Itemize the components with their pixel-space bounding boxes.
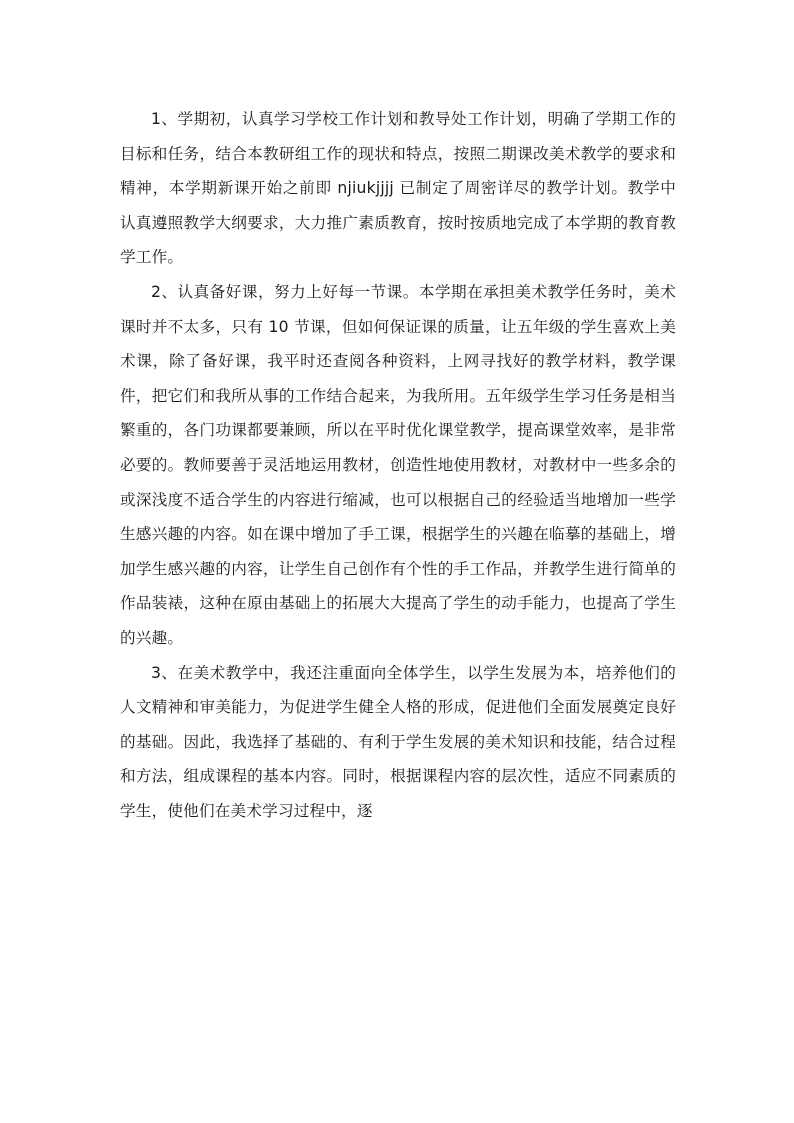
paragraph-1: 1、学期初，认真学习学校工作计划和教导处工作计划，明确了学期工作的目标和任务，结合本教研组工作的现状和特点，按照二期课改美术教学的要求和精神，本学期新课开始之前即 njiukjjjj 已制定了周密详尽的教学计划。教学中认真遵照教学大纲要求，大力推广素质教育，按时按质地完成了本学期的教育教学工作。 [120, 110, 676, 267]
paragraph-3: 3、在美术教学中，我还注重面向全体学生，以学生发展为本，培养他们的人文精神和审美能力，为促进学生健全人格的形成，促进他们全面发展奠定良好的基础。因此，我选择了基础的、有利于学生发展的美术知识和技能，结合过程和方法，组成课程的基本内容。同时，根据课程内容的层次性，适应不同素质的学生，使他们在美术学习过程中，逐 [120, 663, 676, 820]
paragraph-2: 2、认真备好课，努力上好每一节课。本学期在承担美术教学任务时，美术课时并不太多，只有 10 节课，但如何保证课的质量，让五年级的学生喜欢上美术课，除了备好课，我平时还查阅各种资料，上网寻找好的教学材料，教学课件，把它们和我所从事的工作结合起来，为我所用。五年级学生学习任务是相当繁重的，各门功课都要兼顾，所以在平时优化课堂教学，提高课堂效率，是非常必要的。教师要善于灵活地运用教材，创造性地使用教材，对教材中一些多余的或深浅度不适合学生的内容进行缩减，也可以根据自己的经验适当地增加一些学生感兴趣的内容。如在课中增加了手工课，根据学生的兴趣在临摹的基础上，增加学生感兴趣的内容，让学生自己创作有个性的手工作品，并教学生进行简单的作品装裱，这种在原由基础上的拓展大大提高了学生的动手能力，也提高了学生的兴趣。 [120, 282, 676, 647]
document-body [120, 102, 676, 828]
